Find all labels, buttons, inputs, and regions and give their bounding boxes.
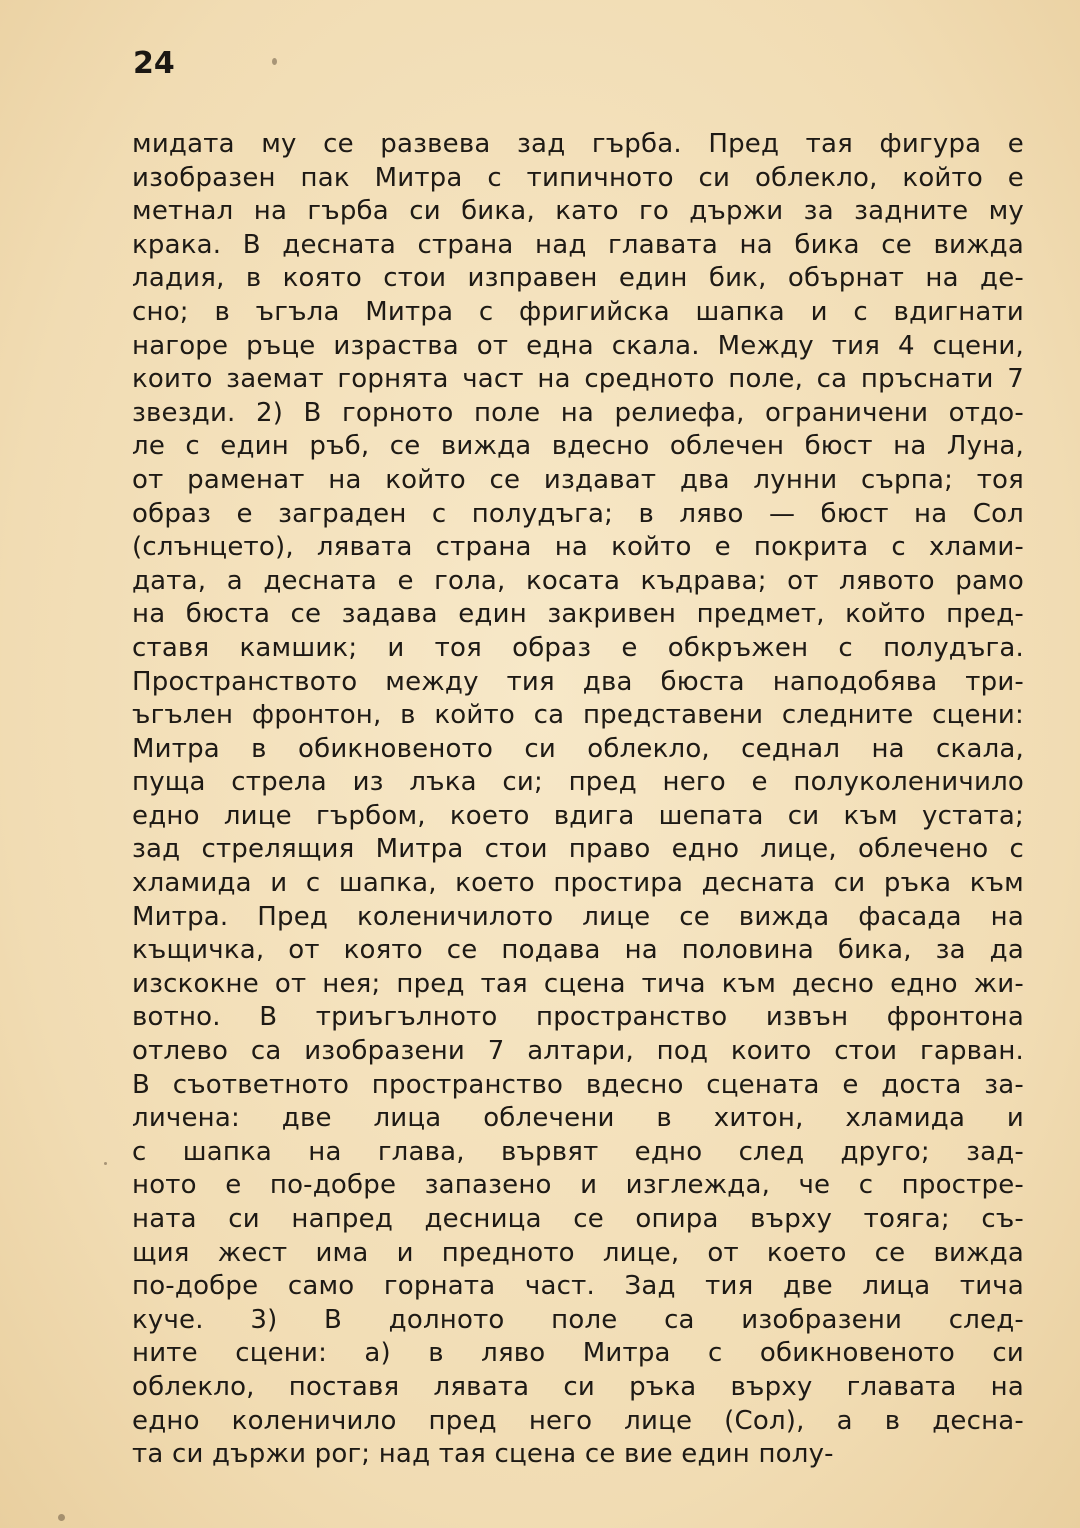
text-line: нагоре ръце израства от една скала. Между тия 4 сцени,: [132, 330, 1024, 361]
text-line: личена: две лица облечени в хитон, хламида и: [132, 1103, 1024, 1134]
paper-speck: [58, 1514, 65, 1521]
text-line: на бюста се задава един закривен предмет, който пред-: [132, 599, 1024, 630]
text-line: пуща стрела из лъка си; пред него е полуколеничило: [132, 767, 1024, 798]
text-line: та си държи рог; над тая сцена се вие един полу-: [132, 1439, 834, 1470]
text-line: ната си напред десница се опира върху тояга; съ-: [132, 1204, 1024, 1234]
paper-speck: [272, 58, 277, 65]
text-line: облекло, поставя лявата си ръка върху главата на: [132, 1371, 1024, 1402]
text-line: ните сцени: а) в ляво Митра с обикновеното си: [132, 1338, 1024, 1369]
text-line: звезди. 2) В горното поле на релиефа, ограничени отдо-: [132, 397, 1024, 428]
paper-speck: [104, 1162, 107, 1165]
body-text: [132, 128, 1024, 1472]
text-line: едно лице гърбом, което вдига шепата си към устата;: [132, 800, 1024, 831]
page-number: 24: [133, 46, 175, 81]
text-line: ното е по-добре запазено и изглежда, че с простре-: [132, 1170, 1024, 1201]
text-line: ъгълен фронтон, в който са представени следните сцени:: [132, 700, 1024, 731]
text-line: мидата му се развева зад гърба. Пред тая фигура е: [132, 129, 1024, 159]
text-line: (слънцето), лявата страна на който е покрита с хлами-: [132, 532, 1024, 563]
text-line: Митра. Пред коленичилото лице се вижда фасада на: [132, 901, 1024, 932]
text-line: ле с един ръб, се вижда вдесно облечен бюст на Луна,: [132, 431, 1024, 462]
text-line: изскокне от нея; пред тая сцена тича към десно едно жи-: [132, 968, 1024, 999]
text-line: метнал на гърба си бика, като го държи за задните му: [132, 196, 1024, 227]
text-line: хламида и с шапка, което простира десната си ръка към: [132, 868, 1024, 899]
text-line: В съответното пространство вдесно сцената е доста за-: [132, 1069, 1024, 1100]
text-line: щия жест има и предното лице, от което се вижда: [132, 1237, 1024, 1268]
text-line: крака. В десната страна над главата на бика се вижда: [132, 229, 1024, 260]
text-line: куче. 3) В долното поле са изобразени след-: [132, 1304, 1024, 1335]
text-line: зад стрелящия Митра стои право едно лице, облечено с: [132, 834, 1024, 865]
text-line: Пространството между тия два бюста наподобява три-: [132, 666, 1024, 697]
text-line: по-добре само горната част. Зад тия две лица тича: [132, 1271, 1024, 1302]
text-line: с шапка на глава, вървят едно след друго; зад-: [132, 1136, 1024, 1167]
text-line: от раменат на който се издават два лунни сърпа; тоя: [132, 464, 1024, 495]
text-line: изобразен пак Митра с типичното си облекло, който е: [132, 162, 1024, 193]
text-line: ладия, в която стои изправен един бик, обърнат на де-: [132, 263, 1024, 294]
text-line: образ е заграден с полудъга; в ляво — бюст на Сол: [132, 498, 1024, 529]
text-line: Митра в обикновеното си облекло, седнал на скала,: [132, 733, 1024, 764]
text-line: къщичка, от която се подава на половина бика, за да: [132, 935, 1024, 966]
text-line: които заемат горнята част на средното поле, са пръснати 7: [132, 364, 1024, 395]
text-line: ставя камшик; и тоя образ е обкръжен с полудъга.: [132, 632, 1024, 663]
text-line: сно; в ъгъла Митра с фригийска шапка и с вдигнати: [132, 296, 1024, 327]
text-line: едно коленичило пред него лице (Сол), а в десна-: [132, 1405, 1024, 1436]
text-line: отлево са изобразени 7 алтари, под които стои гарван.: [132, 1036, 1024, 1067]
text-line: дата, а десната е гола, косата къдрава; от лявото рамо: [132, 565, 1024, 596]
text-line: вотно. В триъгълното пространство извън фронтона: [132, 1002, 1024, 1033]
